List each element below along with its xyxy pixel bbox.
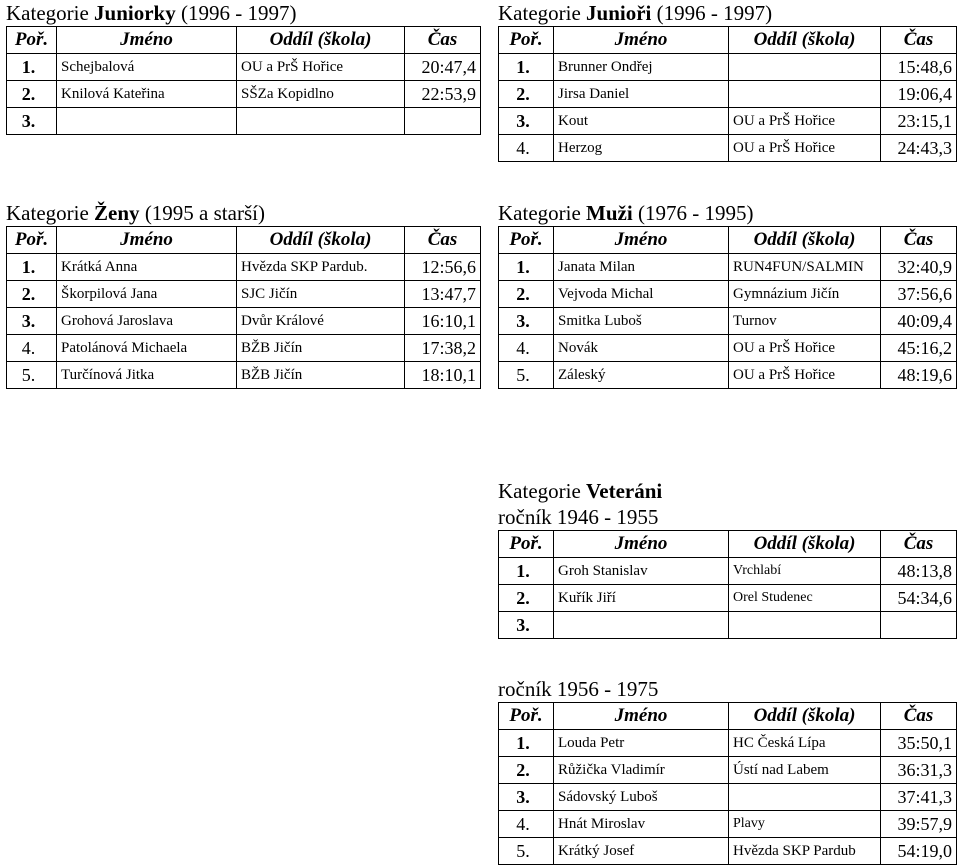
header-name: Jméno: [57, 227, 237, 254]
table-row: [7, 254, 481, 281]
row-club: Orel Studenec: [729, 585, 881, 612]
row-time: [405, 108, 481, 135]
row-club: OU a PrŠ Hořice: [729, 362, 881, 389]
row-club: BŽB Jičín: [237, 362, 405, 389]
header-row: [499, 227, 957, 254]
header-name: Jméno: [554, 703, 729, 730]
row-pos: 2.: [499, 281, 554, 308]
table-row: [499, 254, 957, 281]
row-time: 12:56,6: [405, 254, 481, 281]
row-club: HC Česká Lípa: [729, 730, 881, 757]
table-row: [499, 308, 957, 335]
row-pos: 1.: [7, 254, 57, 281]
row-pos: 3.: [7, 308, 57, 335]
row-name: Grohová Jaroslava: [57, 308, 237, 335]
category-title: [6, 0, 481, 26]
row-pos: 4.: [499, 811, 554, 838]
table-row: [7, 362, 481, 389]
header-pos: Poř.: [499, 227, 554, 254]
row-time: 35:50,1: [881, 730, 957, 757]
row-name: Kuřík Jiří: [554, 585, 729, 612]
row-name: Brunner Ondřej: [554, 54, 729, 81]
row-name: Růžička Vladimír: [554, 757, 729, 784]
row-time: 45:16,2: [881, 335, 957, 362]
row-name: [57, 108, 237, 135]
header-time: Čas: [405, 227, 481, 254]
table-row: [499, 335, 957, 362]
row-pos: 1.: [499, 254, 554, 281]
row-name: Jirsa Daniel: [554, 81, 729, 108]
row-time: 32:40,9: [881, 254, 957, 281]
row-club: OU a PrŠ Hořice: [729, 108, 881, 135]
row-time: 39:57,9: [881, 811, 957, 838]
table-row: [499, 612, 957, 639]
row-time: 15:48,6: [881, 54, 957, 81]
row-time: 18:10,1: [405, 362, 481, 389]
row-time: 20:47,4: [405, 54, 481, 81]
row-club: Gymnázium Jičín: [729, 281, 881, 308]
row-name: Smitka Luboš: [554, 308, 729, 335]
table-row: [499, 281, 957, 308]
category-prefix: Kategorie: [6, 201, 89, 225]
category-prefix: Kategorie: [498, 201, 581, 225]
header-club: Oddíl (škola): [729, 227, 881, 254]
row-pos: 5.: [7, 362, 57, 389]
row-pos: 5.: [499, 838, 554, 865]
header-pos: Poř.: [499, 531, 554, 558]
category-years: (1996 - 1997): [181, 1, 297, 25]
category-muzi: [498, 200, 957, 389]
row-club: [729, 784, 881, 811]
header-time: Čas: [881, 27, 957, 54]
category-name: Veteráni: [586, 479, 663, 503]
row-name: Turčínová Jitka: [57, 362, 237, 389]
header-club: Oddíl (škola): [729, 531, 881, 558]
row-pos: 4.: [7, 335, 57, 362]
row-name: Herzog: [554, 135, 729, 162]
row-club: SJC Jičín: [237, 281, 405, 308]
category-name: Muži: [586, 201, 633, 225]
row-time: 40:09,4: [881, 308, 957, 335]
row-pos: 5.: [499, 362, 554, 389]
row-name: Vejvoda Michal: [554, 281, 729, 308]
table-row: [499, 108, 957, 135]
header-pos: Poř.: [499, 27, 554, 54]
row-name: Louda Petr: [554, 730, 729, 757]
row-pos: 3.: [499, 108, 554, 135]
table-row: [499, 558, 957, 585]
row-time: 36:31,3: [881, 757, 957, 784]
row-club: SŠZa Kopidlno: [237, 81, 405, 108]
category-title: [498, 200, 957, 226]
category-veterani-1956: [498, 676, 957, 865]
row-pos: 2.: [499, 81, 554, 108]
row-pos: 1.: [499, 558, 554, 585]
results-table: [498, 530, 957, 639]
header-name: Jméno: [554, 531, 729, 558]
row-pos: 2.: [7, 281, 57, 308]
table-row: [499, 81, 957, 108]
header-name: Jméno: [57, 27, 237, 54]
row-name: Hnát Miroslav: [554, 811, 729, 838]
row-club: Turnov: [729, 308, 881, 335]
header-pos: Poř.: [7, 27, 57, 54]
row-time: 54:19,0: [881, 838, 957, 865]
table-row: [7, 108, 481, 135]
table-row: [499, 784, 957, 811]
row-pos: 3.: [499, 784, 554, 811]
category-title: [498, 478, 957, 504]
category-title: [6, 200, 481, 226]
row-pos: 1.: [499, 54, 554, 81]
row-time: 13:47,7: [405, 281, 481, 308]
row-club: [237, 108, 405, 135]
header-name: Jméno: [554, 227, 729, 254]
row-club: [729, 54, 881, 81]
row-pos: 3.: [499, 612, 554, 639]
header-row: [7, 227, 481, 254]
row-club: RUN4FUN/SALMIN: [729, 254, 881, 281]
table-row: [499, 135, 957, 162]
table-row: [499, 585, 957, 612]
row-time: 17:38,2: [405, 335, 481, 362]
row-name: Krátký Josef: [554, 838, 729, 865]
row-club: [729, 81, 881, 108]
category-zeny: [6, 200, 481, 389]
results-table: [498, 226, 957, 389]
category-name: Ženy: [94, 201, 140, 225]
row-club: Ústí nad Labem: [729, 757, 881, 784]
row-name: Novák: [554, 335, 729, 362]
row-time: 48:13,8: [881, 558, 957, 585]
category-name: Junioři: [586, 1, 652, 25]
table-row: [7, 81, 481, 108]
table-row: [7, 308, 481, 335]
row-name: Patolánová Michaela: [57, 335, 237, 362]
row-name: Janata Milan: [554, 254, 729, 281]
category-subtitle: ročník 1956 - 1975: [498, 677, 659, 701]
category-years: (1995 a starší): [144, 201, 265, 225]
category-years: (1996 - 1997): [656, 1, 773, 25]
table-row: [499, 838, 957, 865]
row-pos: 1.: [499, 730, 554, 757]
header-club: Oddíl (škola): [729, 27, 881, 54]
row-name: Záleský: [554, 362, 729, 389]
category-prefix: Kategorie: [498, 479, 581, 503]
category-name: Juniorky: [94, 1, 176, 25]
header-row: [7, 27, 481, 54]
results-table: [6, 26, 481, 135]
row-club: [729, 612, 881, 639]
row-pos: 2.: [499, 757, 554, 784]
row-time: 37:56,6: [881, 281, 957, 308]
header-name: Jméno: [554, 27, 729, 54]
row-club: OU a PrŠ Hořice: [237, 54, 405, 81]
header-time: Čas: [881, 703, 957, 730]
row-pos: 2.: [7, 81, 57, 108]
header-pos: Poř.: [7, 227, 57, 254]
row-time: 48:19,6: [881, 362, 957, 389]
row-name: Kout: [554, 108, 729, 135]
category-prefix: Kategorie: [498, 1, 581, 25]
category-juniori: [498, 0, 957, 162]
row-club: BŽB Jičín: [237, 335, 405, 362]
header-time: Čas: [405, 27, 481, 54]
row-time: 16:10,1: [405, 308, 481, 335]
row-club: Hvězda SKP Pardub: [729, 838, 881, 865]
header-time: Čas: [881, 531, 957, 558]
row-name: Škorpilová Jana: [57, 281, 237, 308]
row-club: Vrchlabí: [729, 558, 881, 585]
category-juniorky: [6, 0, 481, 135]
row-name: Knilová Kateřina: [57, 81, 237, 108]
row-pos: 2.: [499, 585, 554, 612]
header-row: [499, 703, 957, 730]
row-club: Dvůr Králové: [237, 308, 405, 335]
row-name: Sádovský Luboš: [554, 784, 729, 811]
table-row: [7, 281, 481, 308]
table-row: [499, 730, 957, 757]
row-name: Schejbalová: [57, 54, 237, 81]
header-pos: Poř.: [499, 703, 554, 730]
row-club: Hvězda SKP Pardub.: [237, 254, 405, 281]
results-table: [6, 226, 481, 389]
header-row: [499, 27, 957, 54]
row-time: 19:06,4: [881, 81, 957, 108]
table-row: [7, 335, 481, 362]
row-pos: 3.: [7, 108, 57, 135]
category-title: [498, 0, 957, 26]
row-time: 22:53,9: [405, 81, 481, 108]
table-row: [499, 811, 957, 838]
row-name: Krátká Anna: [57, 254, 237, 281]
row-pos: 3.: [499, 308, 554, 335]
row-time: 23:15,1: [881, 108, 957, 135]
header-club: Oddíl (škola): [237, 227, 405, 254]
category-years: (1976 - 1995): [637, 201, 754, 225]
row-pos: 4.: [499, 335, 554, 362]
header-club: Oddíl (škola): [237, 27, 405, 54]
header-time: Čas: [881, 227, 957, 254]
row-time: 37:41,3: [881, 784, 957, 811]
results-table: [498, 702, 957, 865]
category-subtitle: ročník 1946 - 1955: [498, 505, 659, 529]
results-table: [498, 26, 957, 162]
table-row: [499, 54, 957, 81]
row-club: OU a PrŠ Hořice: [729, 135, 881, 162]
header-club: Oddíl (škola): [729, 703, 881, 730]
row-pos: 1.: [7, 54, 57, 81]
row-name: [554, 612, 729, 639]
table-row: [499, 757, 957, 784]
table-row: [7, 54, 481, 81]
row-time: 54:34,6: [881, 585, 957, 612]
header-row: [499, 531, 957, 558]
row-club: Plavy: [729, 811, 881, 838]
category-veterani: [498, 478, 957, 639]
row-time: 24:43,3: [881, 135, 957, 162]
category-prefix: Kategorie: [6, 1, 89, 25]
row-time: [881, 612, 957, 639]
row-name: Groh Stanislav: [554, 558, 729, 585]
row-club: OU a PrŠ Hořice: [729, 335, 881, 362]
table-row: [499, 362, 957, 389]
row-pos: 4.: [499, 135, 554, 162]
